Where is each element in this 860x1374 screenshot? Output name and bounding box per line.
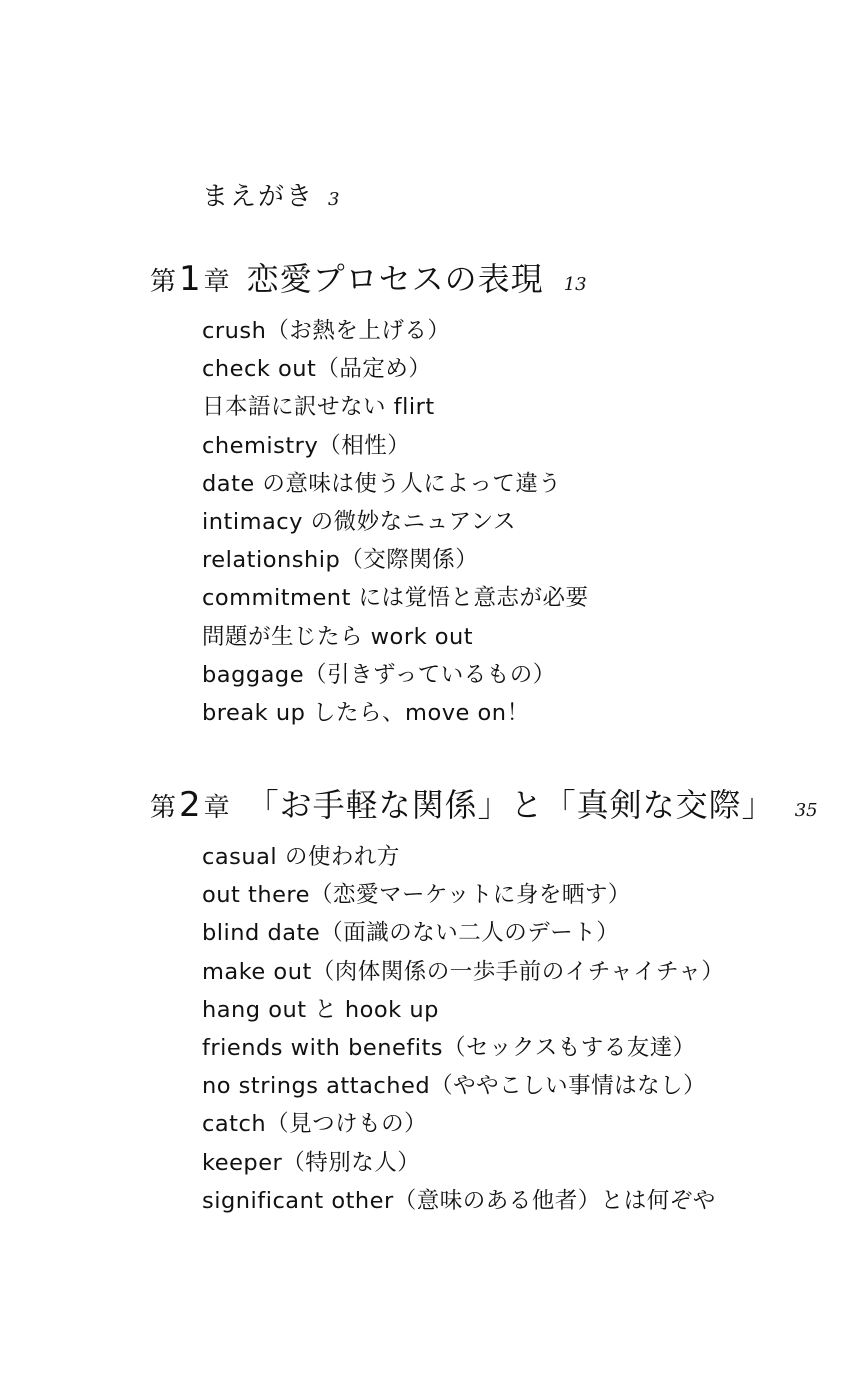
chapter-2-label: 第2章 <box>150 785 231 825</box>
chapter-1-section-list <box>202 312 589 732</box>
chapter-1-label: 第1章 <box>150 259 231 299</box>
section-item[interactable]: casual の使われ方 <box>202 844 400 870</box>
section-item[interactable]: hang out と hook up <box>202 996 439 1023</box>
section-item[interactable]: relationship（交際関係） <box>202 547 479 574</box>
section-item[interactable]: intimacy の微妙なニュアンス <box>202 508 517 535</box>
section-item[interactable]: make out（肉体関係の一歩手前のイチャイチャ） <box>202 958 725 985</box>
toc-entry-preface[interactable] <box>202 176 339 213</box>
section-item[interactable]: no strings attached（ややこしい事情はなし） <box>202 1073 707 1100</box>
section-item[interactable]: friends with benefits（セックスもする友達） <box>202 1034 696 1061</box>
section-item[interactable]: check out（品定め） <box>202 356 432 383</box>
preface-page-number: 3 <box>328 189 340 210</box>
chapter-2-section-list <box>202 838 724 1220</box>
section-item[interactable]: blind date（面識のない二人のデート） <box>202 920 620 947</box>
section-item[interactable]: baggage（引きずっているもの） <box>202 661 556 688</box>
chapter-1-heading[interactable] <box>150 254 587 300</box>
preface-title: まえがき <box>202 182 315 212</box>
section-item[interactable]: 日本語に訳せない flirt <box>202 394 435 421</box>
section-item[interactable]: crush（お熱を上げる） <box>202 318 451 344</box>
section-item[interactable]: date の意味は使う人によって違う <box>202 470 562 497</box>
section-item[interactable]: catch（見つけもの） <box>202 1111 428 1138</box>
chapter-1-page-number: 13 <box>563 274 587 295</box>
section-item[interactable]: chemistry（相性） <box>202 432 411 459</box>
section-item[interactable]: significant other（意味のある他者）とは何ぞや <box>202 1187 716 1214</box>
chapter-2-page-number: 35 <box>794 800 818 821</box>
chapter-1-title: 恋愛プロセスの表現 <box>246 260 544 298</box>
section-item[interactable]: break up したら、move on！ <box>202 699 530 726</box>
section-item[interactable]: 問題が生じたら work out <box>202 623 474 650</box>
section-item[interactable]: commitment には覚悟と意志が必要 <box>202 585 589 612</box>
chapter-2-heading[interactable] <box>150 780 818 826</box>
section-item[interactable]: keeper（特別な人） <box>202 1149 421 1176</box>
section-item[interactable]: out there（恋愛マーケットに身を晒す） <box>202 882 631 909</box>
chapter-2-title: 「お手軽な関係」と「真剣な交際」 <box>246 786 775 824</box>
